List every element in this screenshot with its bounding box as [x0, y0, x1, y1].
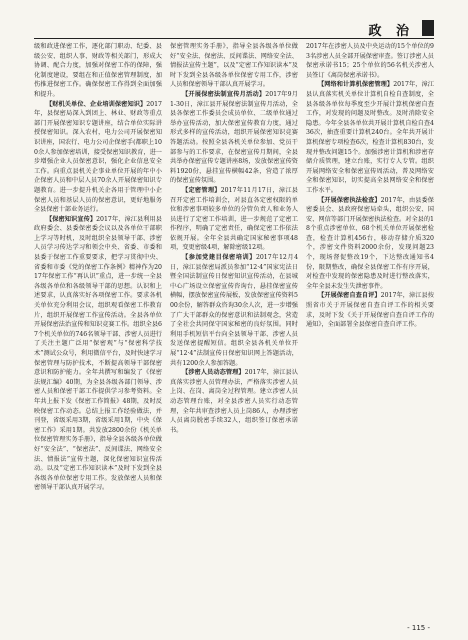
- paragraph-text: 2017年，由县委保密委员会、县政府保密局牵头，组织公安、国安、网信等部门开展保密执法检查。对全县的18个重点涉密单位、68个机关单位开展保密检查，检查计算机456台，移动存储介质320个，涉密文件资料2000余份，发现问题23个，现场督促整改19个，下达整改通知书4份，限期整改，确保全县保密工作有序开展，对检查中发现的保密隐患及时进行整改落实，全年全县未发生失泄密事件。: [306, 196, 434, 290]
- paragraph: [306, 80, 434, 195]
- paragraph-text: 2017年，漳江县认真落实机关单位计算机自检自查制度，全县各级各单位每季度至少开展计算机保密自查工作，对发现的问题及时整改。及时消除安全隐患。今年全县各单位共开展计算机自检自查436次，抽查重要计算机240台。全年共开展计算机保密专项检查6次，检查计算机830台，发现并整改问题15个。加强涉密计算机和涉密存储介质管理，建立台账，实行专人专管。组织开展网络安全和保密宣传周活动，普及网络安全和保密知识，切实提高全县网络安全和保密工作水平。: [306, 81, 434, 194]
- section-heading: 【保密知识宣传】: [46, 215, 97, 223]
- paragraph-text: 2017年11月17日，漳江县召开定密工作培训会，对县直各定密权限的单位和涉密事项较多单位的分管负责人和业务人员进行了定密工作培训，进一步规范了定密工作程序，明确了定密责任，确保定密工作依法依规开展。全年全县共确定国家秘密事项48项，变更密级4项，解除密级12项。: [170, 186, 298, 252]
- text-columns: [34, 42, 434, 622]
- paragraph: [306, 196, 434, 292]
- section-heading: 【参加党建目保密培训】: [182, 254, 256, 262]
- section-heading: 【财机关单位、企业培训保密知识】: [46, 100, 147, 108]
- paragraph: [170, 186, 298, 253]
- paragraph-text: 保密管理实务手册》，指导全县各级各单位做好“安全法、保密法、反间谍法、网络安全法、情报法宣传主题”，以及“定密工作知识读本”及时下发到全县各级各单位保密专用工作，涉密人员和保密领导干部认真开展学习。: [170, 43, 298, 89]
- paragraph: [306, 42, 434, 80]
- paragraph: [34, 100, 162, 215]
- section-heading: 【定密管理】: [182, 186, 221, 194]
- paragraph-text: 2017年，县保密局深入到团上、林业、财政等重点部门开展保密知识专题讲座，结合单位实际讲授保密知识。深入农村，电力公司开展保密知识讲座，国农行、电力公司企保密手(都职上100余人参加保密培训，接受保密知识教育，进一步增强企业人员保密意识，强化企业信息安全工作。向重点县机关企事业单位开展的年中小企保密人员和中层人员70余人开展保密知识专题教育。进一步提升机关企各用于管理中小企保密人员和基层人员的保密意识，更好地服务全县保密十部业务运行。: [34, 100, 162, 214]
- paragraph: [34, 42, 162, 100]
- header-rule: [34, 38, 434, 39]
- paragraph-text: 级和政进保密工作，逐化部门职动、纪委、县级公安、组织人事、财政等相关部门，形成大协调、配合力度，加强对保密工作的保障，强化制度建设，要组在和正值保密管理制度，加伤推进保密工作。确保保密工作得到全面加强和提升。: [34, 43, 162, 98]
- paragraph-text: 2017年，漳江县利用县政府委会、县委保密委会议以及各单位干部职上学习等时机，及时组织全县领导干部、涉密人员学习传达学习和领会中央、省委、市委和县委于保密工作重要要求，把学习贯彻中央、省委和市委《党的保密工作条例》精神作为2017年保密工作“再认识”重点，进一步统一全县各级各单位和各级领导干部的思想。认识和上述要求，认真落实好各项保密工作。要求各机关单位充分利用会议，组织观看保密工作教育片，组织开展保密工作宣传活动。全县各单位开展保密法治宣传和知识竞赛工作。组织全县67个机关单位的746名领导干部、涉密人员进行了关注主题广泛用“保密观”与“保密科学技术”测试公众号，利用微信平台，及时快速学习保密管理与防护技术，不断提高领导干部保密意识和防护能力。全年共撰写和编发了《保密法规汇编》40期，为全县各级各部门领导、涉密人员和保密干部工作提供学习参考资料。全年共上报下发《保密工作简报》48期，及时反映保密工作动态。总结上报工作经验做法，并刊登，省级采用3期，省级采用1期，中央《保密工作》采用1期。共发放2800余份《机关单位保密管理实务手册》，指导全县各级各单位做好“安全法”、“保密法”、反间谍法、网络安全法、情报法”宣传主题，深化保密知识宣传活动。以及“定密工作知识读本”及时下发到全县各级各单位保密专用工作。发放保密人员和保密领导干部认真开展学习。: [34, 215, 162, 492]
- text-column-1: [34, 42, 162, 622]
- paragraph-text: 2017年，漳江县按照省市关于开展保密自查自评工作的相关要求，及时下发《关于开展保密自查自评工作的通知》，全面部署全县保密自查自评工作。: [306, 292, 434, 329]
- section-title: 政 治: [368, 24, 414, 39]
- text-column-3: [306, 42, 434, 622]
- section-heading: 【涉密人员动态管理】: [182, 369, 245, 377]
- section-heading: 【开展保密执法检查】: [318, 196, 381, 204]
- text-column-2: [170, 42, 298, 622]
- paragraph: [306, 291, 434, 329]
- paragraph-text: 2017年12月4日，漳江县保密局派员参加“12·4”国家宪法日暨全国法制宣传日保密知识宣传活动，在县城中心广场设立保密宣传咨询台，悬挂保密宣传横幅，摆放保密宣传展板，发放保密宣传资料500余份，解答群众咨询30余人次，进一步增强了广大干部群众的保密意识和法制观念，营造了全社会共同保守国家秘密的良好氛围。同时利用手机短信平台向全县领导干部、涉密人员发送保密提醒短信。组织全县各机关单位开展“12·4”法制宣传日保密知识网上答题活动，共有1200余人参加答题。: [170, 254, 298, 367]
- page-number: - 115 -: [407, 624, 430, 632]
- paragraph: [170, 368, 298, 435]
- paragraph-text: 2017年，漳江县认真落实涉密人员管理办法，严格落实涉密人员上岗、在岗、离岗全过程管理。建立涉密人员动态管理台账，对全县涉密人员实行动态管理，全年共审查涉密人员上岗86人，办理涉密人员离岗脱密手续32人，组织签订保密承诺书。: [170, 369, 298, 434]
- paragraph-text: 2017年在涉密人员及中央运动的15个单位的93名涉密人员全部开展保密审查。签订涉密人员保密承诺书15；25个单位的56名机关涉密人员签订《离岗保密承诺书》。: [306, 43, 434, 79]
- paragraph: [170, 253, 298, 368]
- section-heading: 【网络和计算机保密管理】: [318, 81, 394, 89]
- paragraph-text: 2017年9月1-30日，漳江县开展保密法制宣传月活动，全县各保密工作委员会成员单位、二级单位通过举办宣传活动，加大保密宣传教育力度，通过形式多样的宣传活动，组织开展保密知识竞赛答题活动。按照全县各机关单位参加、党员干部参与的工作要求，在保密宣传月期间，全县共举办保密宣传专题讲座8场，发放保密宣传资料1920份，悬挂宣传横幅42条，营造了浓厚的保密宣传氛围。: [170, 90, 298, 185]
- header-marker: [422, 20, 434, 36]
- paragraph: [170, 42, 298, 90]
- paragraph: [34, 215, 162, 493]
- section-heading: 【开展保密自查自评】: [318, 292, 381, 300]
- paragraph: [170, 90, 298, 186]
- section-heading: 【开展保密法制宣传月活动】: [182, 90, 266, 98]
